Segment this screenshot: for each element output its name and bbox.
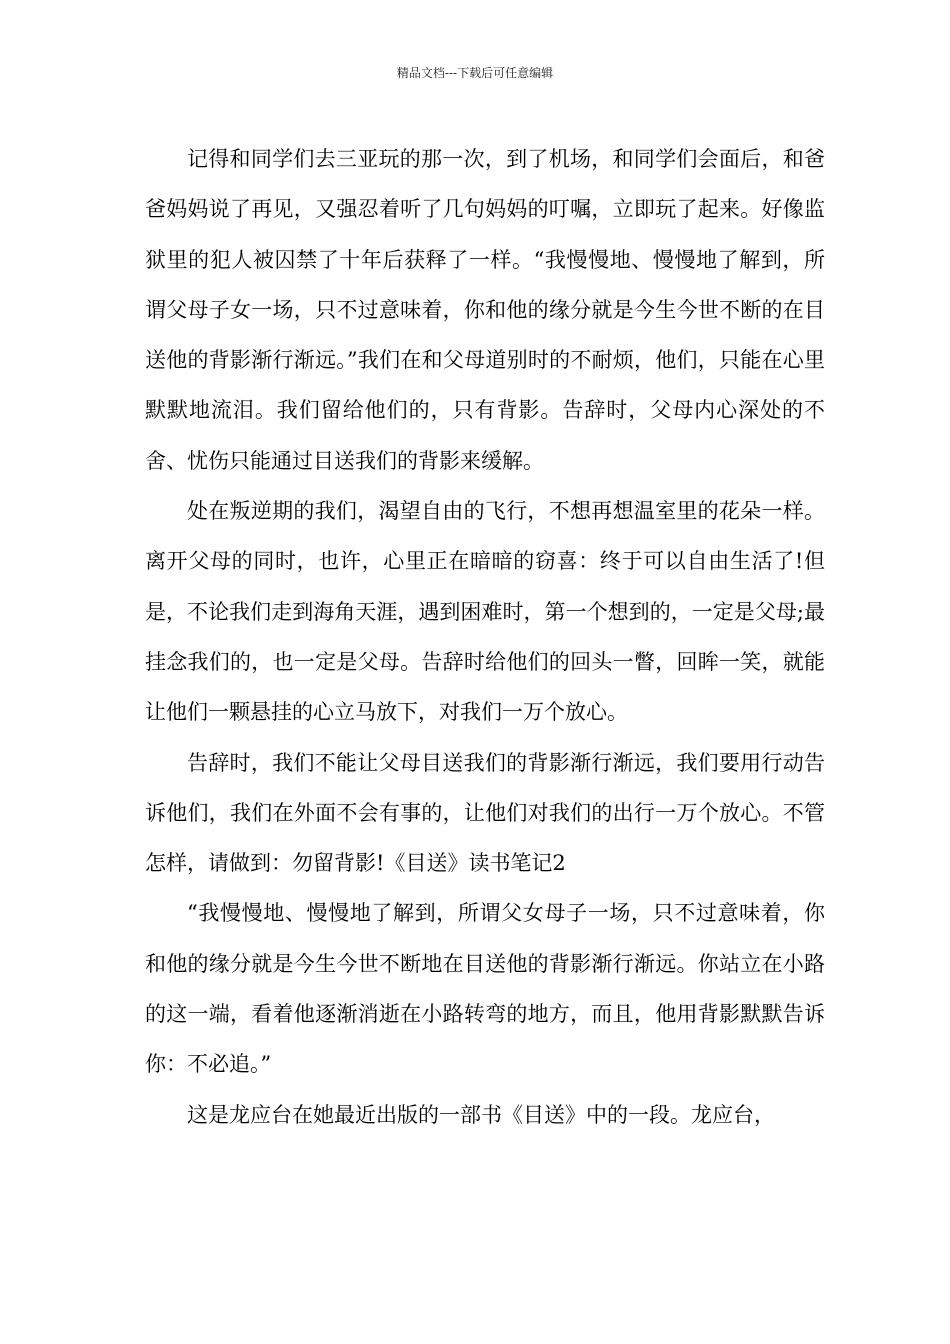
paragraph-3: 告辞时，我们不能让父母目送我们的背影渐行渐远，我们要用行动告诉他们，我们在外面不会有事的，让他们对我们的出行一万个放心。不管怎样，请做到：勿留背影!《目送》读书笔记2 — [145, 750, 825, 876]
page-header: 精品文档---下载后可任意编辑 — [396, 66, 554, 80]
paragraph-5: 这是龙应台在她最近出版的一部书《目送》中的一段。龙应台， — [187, 1102, 775, 1127]
document-body — [145, 134, 825, 1140]
paragraph-4: “我慢慢地、慢慢地了解到，所谓父女母子一场，只不过意味着，你和他的缘分就是今生今世不断地在目送他的背影渐行渐远。你站立在小路的这一端，看着他逐渐消逝在小路转弯的地方，而且，他用背影默默告诉你：不必追。” — [145, 901, 825, 1077]
paragraph-2: 处在叛逆期的我们，渴望自由的飞行，不想再想温室里的花朵一样。离开父母的同时，也许，心里正在暗暗的窃喜：终于可以自由生活了!但是，不论我们走到海角天涯，遇到困难时，第一个想到的，一定是父母;最挂念我们的，也一定是父母。告辞时给他们的回头一瞥，回眸一笑，就能让他们一颗悬挂的心立马放下，对我们一万个放心。 — [145, 499, 825, 725]
paragraph-1: 记得和同学们去三亚玩的那一次，到了机场，和同学们会面后，和爸爸妈妈说了再见，又强忍着听了几句妈妈的叮嘱，立即玩了起来。好像监狱里的犯人被囚禁了十年后获释了一样。“我慢慢地、慢慢地了解到，所谓父母子女一场，只不过意味着，你和他的缘分就是今生今世不断的在目送他的背影渐行渐远。”我们在和父母道别时的不耐烦，他们，只能在心里默默地流泪。我们留给他们的，只有背影。告辞时，父母内心深处的不舍、忧伤只能通过目送我们的背影来缓解。 — [145, 147, 825, 473]
